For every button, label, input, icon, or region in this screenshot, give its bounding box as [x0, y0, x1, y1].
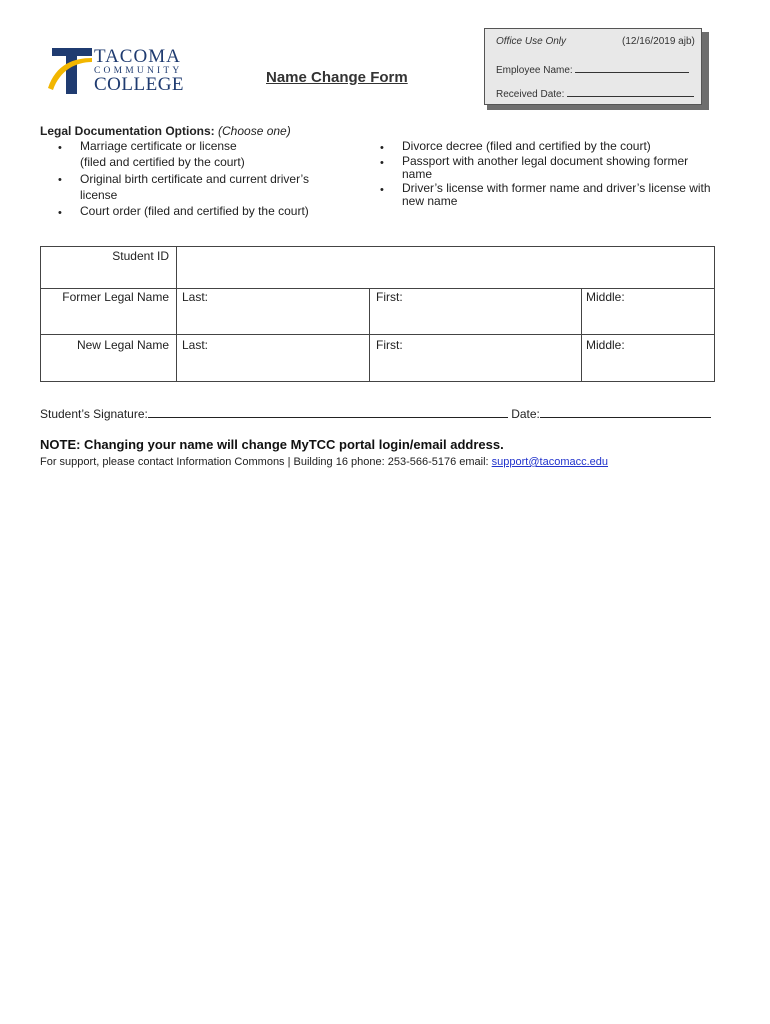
bullet: • — [58, 142, 62, 154]
support-email-link[interactable]: support@tacomacc.edu — [491, 456, 609, 468]
option-item: Original birth certificate and current driver’s — [80, 172, 309, 186]
option-item: Marriage certificate or license — [80, 139, 237, 153]
signature-row — [40, 405, 711, 421]
last-label: Last: — [182, 290, 209, 304]
option-item: Court order (filed and certified by the court) — [80, 204, 309, 218]
former-last-field[interactable] — [177, 289, 369, 334]
office-use-label: Office Use Only — [496, 36, 567, 47]
logo-t-icon — [46, 44, 96, 96]
option-item: Divorce decree (filed and certified by the court) — [402, 139, 651, 153]
date-label: Date: — [511, 407, 540, 421]
first-label: First: — [376, 290, 403, 304]
support-text — [40, 456, 608, 468]
logo-college-text: COLLEGE — [94, 74, 185, 95]
middle-label: Middle: — [586, 338, 625, 352]
new-middle-field[interactable] — [582, 335, 714, 381]
logo-tacoma-text: TACOMA — [94, 46, 181, 67]
middle-label: Middle: — [586, 290, 625, 304]
received-date-label: Received Date: — [496, 89, 565, 100]
college-logo — [46, 44, 196, 96]
received-date-field[interactable] — [496, 87, 694, 100]
new-last-field[interactable] — [177, 335, 369, 381]
date-line[interactable] — [540, 405, 711, 418]
employee-name-line — [575, 63, 689, 73]
new-name-label: New Legal Name — [76, 338, 169, 352]
former-middle-field[interactable] — [582, 289, 714, 334]
options-heading-label: Legal Documentation Options: — [40, 124, 215, 138]
bullet: • — [380, 157, 384, 169]
office-use-box — [484, 28, 702, 105]
option-item: Driver’s license with former name and driver’s license with — [402, 181, 711, 195]
option-item: new name — [402, 194, 458, 208]
last-label: Last: — [182, 338, 209, 352]
revision-label: (12/16/2019 ajb) — [622, 36, 695, 47]
bullet: • — [58, 174, 62, 186]
option-item: (filed and certified by the court) — [80, 155, 245, 169]
received-date-line — [567, 87, 694, 97]
former-name-label: Former Legal Name — [62, 290, 169, 304]
former-first-field[interactable] — [370, 289, 581, 334]
student-id-label: Student ID — [112, 249, 169, 263]
bullet: • — [58, 207, 62, 219]
bullet: • — [380, 184, 384, 196]
signature-line[interactable] — [148, 405, 508, 418]
logo-community-text: COMMUNITY — [94, 66, 183, 76]
support-message: For support, please contact Information Commons | Building 16 phone: 253-566-5176 email: — [40, 456, 492, 468]
option-item: Passport with another legal document showing former — [402, 154, 689, 168]
options-heading-note: (Choose one) — [218, 124, 291, 138]
student-id-field[interactable] — [177, 247, 714, 288]
note-text: NOTE: Changing your name will change MyTCC portal login/email address. — [40, 437, 504, 452]
options-heading — [40, 123, 291, 139]
employee-name-label: Employee Name: — [496, 65, 573, 76]
name-change-table — [40, 246, 715, 382]
new-first-field[interactable] — [370, 335, 581, 381]
signature-label: Student’s Signature: — [40, 407, 148, 421]
form-title: Name Change Form — [266, 69, 408, 86]
first-label: First: — [376, 338, 403, 352]
bullet: • — [380, 142, 384, 154]
employee-name-field[interactable] — [496, 63, 689, 76]
option-item: name — [402, 167, 433, 181]
option-item: license — [80, 188, 118, 202]
